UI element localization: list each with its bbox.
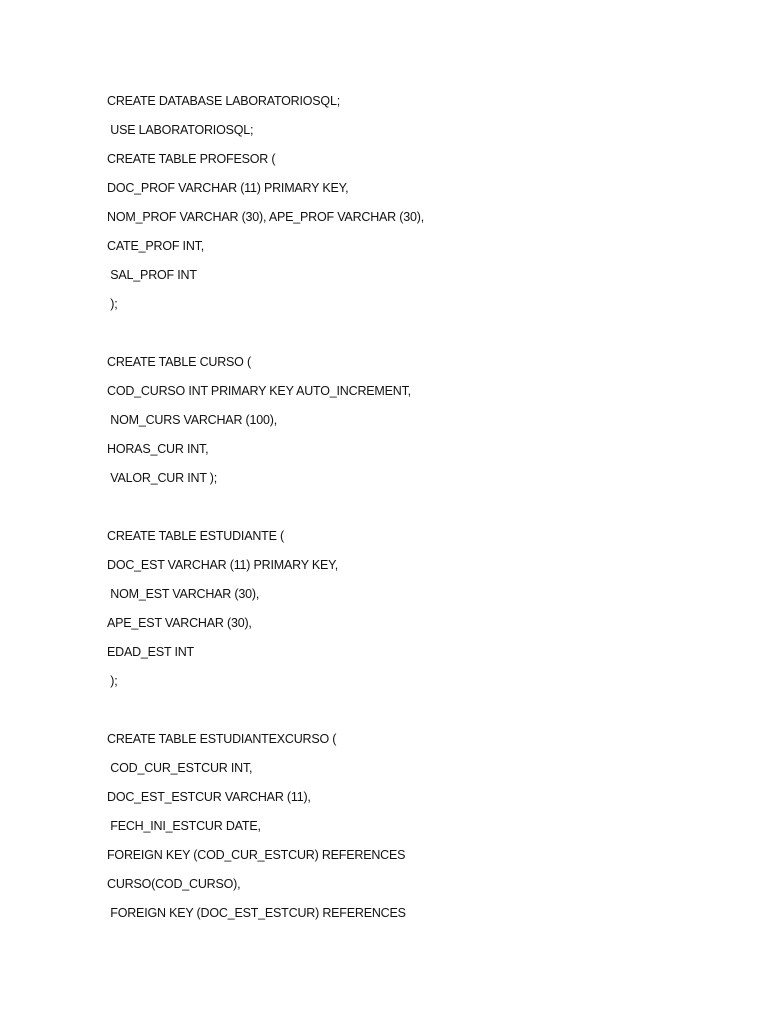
- code-line: DOC_EST VARCHAR (11) PRIMARY KEY,: [107, 558, 338, 572]
- code-line: CATE_PROF INT,: [107, 239, 204, 253]
- code-line: NOM_CURS VARCHAR (100),: [107, 413, 277, 427]
- code-line: FECH_INI_ESTCUR DATE,: [107, 819, 261, 833]
- code-line: SAL_PROF INT: [107, 268, 197, 282]
- code-line: VALOR_CUR INT );: [107, 471, 218, 485]
- code-line: CREATE DATABASE LABORATORIOSQL;: [107, 94, 340, 108]
- code-line: CREATE TABLE CURSO (: [107, 355, 251, 369]
- code-line: COD_CUR_ESTCUR INT,: [107, 761, 253, 775]
- code-line: NOM_EST VARCHAR (30),: [107, 587, 260, 601]
- code-line: DOC_PROF VARCHAR (11) PRIMARY KEY,: [107, 181, 349, 195]
- blank-line: [107, 701, 727, 730]
- code-line: FOREIGN KEY (COD_CUR_ESTCUR) REFERENCES: [107, 848, 406, 862]
- code-line: CREATE TABLE ESTUDIANTE (: [107, 529, 284, 543]
- code-line: FOREIGN KEY (DOC_EST_ESTCUR) REFERENCES: [107, 906, 406, 920]
- code-line: DOC_EST_ESTCUR VARCHAR (11),: [107, 790, 311, 804]
- code-line: );: [107, 674, 118, 688]
- code-line: );: [107, 297, 118, 311]
- code-line: APE_EST VARCHAR (30),: [107, 616, 252, 630]
- code-line: CURSO(COD_CURSO),: [107, 877, 241, 891]
- code-line: USE LABORATORIOSQL;: [107, 123, 254, 137]
- code-line: CREATE TABLE ESTUDIANTEXCURSO (: [107, 732, 337, 746]
- code-line: COD_CURSO INT PRIMARY KEY AUTO_INCREMENT,: [107, 384, 411, 398]
- code-line: CREATE TABLE PROFESOR (: [107, 152, 276, 166]
- sql-code-block: [107, 92, 727, 933]
- code-line: HORAS_CUR INT,: [107, 442, 209, 456]
- blank-line: [107, 498, 727, 527]
- code-line: EDAD_EST INT: [107, 645, 194, 659]
- blank-line: [107, 324, 727, 353]
- code-line: NOM_PROF VARCHAR (30), APE_PROF VARCHAR (30),: [107, 210, 424, 224]
